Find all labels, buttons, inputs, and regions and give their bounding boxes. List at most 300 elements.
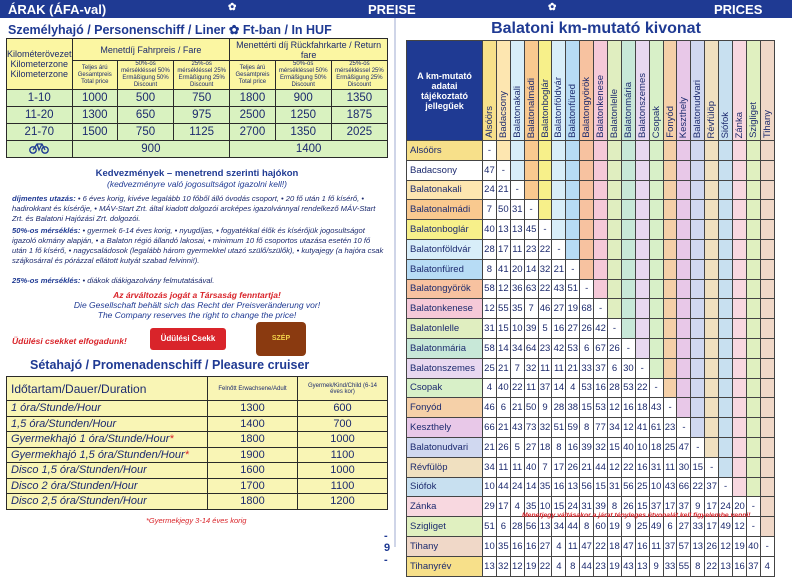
km-distance-cell	[621, 160, 635, 180]
km-distance-cell	[691, 200, 705, 220]
km-distance-cell	[524, 141, 538, 161]
km-distance-cell: 46	[483, 398, 497, 418]
km-distance-cell: 13	[635, 556, 649, 576]
price-cell: 1350	[275, 124, 331, 141]
km-distance-cell: 32	[594, 437, 608, 457]
port-name-vertical: Balatonboglár	[539, 79, 551, 138]
km-distance-cell	[552, 180, 566, 200]
km-distance-cell: 14	[496, 338, 510, 358]
km-distance-cell: 35	[538, 477, 552, 497]
km-distance-cell	[719, 160, 733, 180]
km-distance-cell	[677, 141, 691, 161]
km-column-header	[483, 41, 497, 141]
header-right: PRICES	[714, 2, 763, 17]
free-text: • 6 éves korig, kivéve legalább 10 főből álló óvodás csoport, • 20 fő után 1 fő kísérő, • hadirokkant és kísérője, • MÁV-Start Zrt. által kiadott dolgozói arcképes igazolvánnyal rendelkező MÁV-Start Zrt. és Balatoni Hajózási Zrt. dolgozói.	[12, 194, 376, 223]
km-distance-cell	[719, 279, 733, 299]
km-distance-cell: 4	[510, 497, 524, 517]
km-distance-cell	[677, 200, 691, 220]
km-distance-cell	[621, 200, 635, 220]
km-distance-cell	[566, 220, 580, 240]
port-name: Révfülöp	[407, 457, 483, 477]
port-name-vertical: Balatonalmádi	[525, 77, 537, 138]
km-column-header	[552, 41, 566, 141]
km-distance-table	[406, 40, 775, 577]
km-column-header	[608, 41, 622, 141]
km-column-header	[566, 41, 580, 141]
km-distance-cell: 18	[608, 536, 622, 556]
km-distance-cell	[552, 141, 566, 161]
port-name-vertical: Fonyód	[664, 106, 676, 138]
km-distance-cell	[691, 239, 705, 259]
adult-price: 1600	[208, 463, 298, 479]
price-cell: 900	[275, 90, 331, 107]
fare-header: Menetdíj Fahrpreis / Fare	[72, 39, 230, 61]
km-distance-cell	[552, 220, 566, 240]
km-distance-cell	[705, 239, 719, 259]
km-distance-cell: 22	[621, 457, 635, 477]
km-distance-cell: 39	[594, 497, 608, 517]
km-distance-cell	[760, 358, 774, 378]
km-row	[407, 180, 775, 200]
port-name-vertical: Zánka	[733, 111, 745, 138]
km-distance-cell: 25	[483, 358, 497, 378]
km-column-header	[691, 41, 705, 141]
left-page	[0, 18, 394, 566]
km-distance-cell	[566, 200, 580, 220]
km-distance-cell	[663, 180, 677, 200]
km-distance-cell: 37	[538, 378, 552, 398]
port-name: Balatonszemes	[407, 358, 483, 378]
km-distance-cell	[733, 457, 747, 477]
price-cell: 1800	[230, 90, 275, 107]
discount-fifty	[12, 226, 384, 266]
km-distance-cell	[594, 141, 608, 161]
km-distance-cell	[746, 418, 760, 438]
km-distance-cell	[760, 378, 774, 398]
km-column-header	[621, 41, 635, 141]
right-page	[396, 18, 792, 572]
km-row	[407, 517, 775, 537]
port-name: Balatonudvari	[407, 437, 483, 457]
price-cell: 650	[117, 107, 173, 124]
km-distance-cell: 9	[621, 517, 635, 537]
km-distance-cell: 23	[663, 418, 677, 438]
price-cell: 975	[174, 107, 230, 124]
port-name: Zánka	[407, 497, 483, 517]
km-distance-cell	[635, 338, 649, 358]
km-distance-cell: 21	[510, 398, 524, 418]
km-distance-cell: 8	[483, 259, 497, 279]
km-distance-cell	[580, 200, 594, 220]
km-column-header	[496, 41, 510, 141]
km-distance-cell: 49	[649, 517, 663, 537]
child-price: 600	[298, 401, 388, 417]
km-distance-cell	[733, 220, 747, 240]
km-distance-cell	[746, 220, 760, 240]
asterisk: *	[169, 433, 174, 446]
km-note: Menetjegy váltásakor a járat tényleges útvonalát kell figyelembe venni!	[522, 512, 751, 519]
km-distance-cell: 19	[733, 536, 747, 556]
km-distance-cell	[691, 398, 705, 418]
km-distance-cell: -	[566, 259, 580, 279]
km-distance-cell	[733, 279, 747, 299]
km-distance-cell: -	[552, 239, 566, 259]
km-column-header	[635, 41, 649, 141]
km-distance-cell: 16	[524, 536, 538, 556]
km-distance-cell: 12	[608, 398, 622, 418]
km-distance-cell: 40	[621, 437, 635, 457]
km-distance-cell: 22	[691, 477, 705, 497]
km-distance-cell: 21	[552, 259, 566, 279]
km-distance-cell	[760, 239, 774, 259]
km-distance-cell: 21	[566, 358, 580, 378]
km-distance-cell	[719, 398, 733, 418]
adult-price: 1800	[208, 432, 298, 448]
table-row	[7, 124, 388, 141]
km-distance-cell: 9	[691, 497, 705, 517]
km-distance-cell: 17	[552, 457, 566, 477]
adult-price: 1900	[208, 447, 298, 463]
km-distance-cell: 41	[635, 418, 649, 438]
km-distance-cell	[691, 220, 705, 240]
km-distance-cell	[746, 259, 760, 279]
km-distance-cell	[705, 141, 719, 161]
km-distance-cell	[594, 279, 608, 299]
km-distance-cell: 53	[621, 378, 635, 398]
km-distance-cell: 16	[510, 536, 524, 556]
km-distance-cell: 6	[496, 517, 510, 537]
adult-price: 1300	[208, 401, 298, 417]
voucher-note: Üdülési csekket elfogadunk!	[12, 336, 127, 346]
adult-price: 1700	[208, 478, 298, 494]
km-column-header	[705, 41, 719, 141]
km-distance-cell	[635, 200, 649, 220]
km-distance-cell	[691, 180, 705, 200]
km-distance-cell: 73	[524, 418, 538, 438]
km-distance-cell: 50	[524, 398, 538, 418]
km-distance-cell	[635, 319, 649, 339]
km-distance-cell	[608, 279, 622, 299]
km-distance-cell: 32	[496, 556, 510, 576]
km-distance-cell: 17	[705, 517, 719, 537]
km-distance-cell: 10	[538, 497, 552, 517]
km-distance-cell	[649, 200, 663, 220]
km-distance-cell	[649, 220, 663, 240]
table-row	[7, 107, 388, 124]
km-distance-cell: 22	[635, 378, 649, 398]
km-distance-cell: 26	[566, 457, 580, 477]
km-distance-cell: 43	[663, 477, 677, 497]
km-distance-cell: 16	[566, 437, 580, 457]
km-distance-cell	[760, 319, 774, 339]
table-row	[7, 478, 388, 494]
km-distance-cell: 7	[538, 457, 552, 477]
km-distance-cell	[594, 180, 608, 200]
km-distance-cell: 32	[538, 418, 552, 438]
km-distance-cell	[691, 319, 705, 339]
km-distance-cell: -	[677, 418, 691, 438]
port-name-vertical: Alsóörs	[483, 106, 495, 138]
km-distance-cell	[733, 418, 747, 438]
km-row	[407, 437, 775, 457]
km-column-header	[538, 41, 552, 141]
km-distance-cell: 67	[594, 338, 608, 358]
km-distance-cell: 26	[580, 319, 594, 339]
km-distance-cell: 10	[483, 536, 497, 556]
km-distance-cell	[677, 338, 691, 358]
child-price: 700	[298, 416, 388, 432]
km-distance-cell: 23	[524, 239, 538, 259]
km-distance-cell: -	[483, 141, 497, 161]
km-distance-cell	[580, 220, 594, 240]
port-name-vertical: Balatonfüred	[567, 84, 579, 138]
km-distance-cell: 11	[649, 536, 663, 556]
port-name: Balatonmária	[407, 338, 483, 358]
km-distance-cell: 43	[621, 556, 635, 576]
km-distance-cell: 19	[608, 517, 622, 537]
km-distance-cell	[621, 239, 635, 259]
km-distance-cell: 15	[552, 497, 566, 517]
km-distance-cell: -	[621, 338, 635, 358]
km-distance-cell	[733, 358, 747, 378]
szep-card-logo: SZÉP	[256, 322, 306, 356]
km-distance-cell	[594, 239, 608, 259]
port-name-vertical: Balatonudvari	[692, 79, 704, 138]
km-distance-cell: 8	[552, 437, 566, 457]
km-distance-cell: 11	[538, 358, 552, 378]
pleasure-title: Sétahajó / Promenadenschiff / Pleasure cruiser	[30, 358, 310, 372]
km-distance-cell	[566, 180, 580, 200]
km-distance-cell	[621, 279, 635, 299]
km-distance-cell	[705, 378, 719, 398]
km-distance-cell: 64	[524, 338, 538, 358]
km-distance-cell	[733, 437, 747, 457]
km-distance-cell: 4	[483, 378, 497, 398]
km-distance-cell	[663, 358, 677, 378]
km-distance-cell: 6	[496, 398, 510, 418]
port-name: Balatonföldvár	[407, 239, 483, 259]
km-distance-cell	[705, 319, 719, 339]
km-distance-cell: -	[649, 378, 663, 398]
km-distance-cell: 31	[483, 319, 497, 339]
km-distance-cell: 22	[538, 239, 552, 259]
km-distance-cell: 57	[677, 536, 691, 556]
port-name-vertical: Badacsony	[497, 90, 509, 138]
km-distance-cell: 36	[510, 279, 524, 299]
km-distance-cell	[608, 180, 622, 200]
km-distance-cell: 7	[524, 299, 538, 319]
port-name-vertical: Keszthely	[678, 96, 690, 138]
port-name: Balatonalmádi	[407, 200, 483, 220]
km-distance-cell: -	[635, 358, 649, 378]
km-distance-cell: 40	[746, 536, 760, 556]
duration-label: Disco 2 óra/Stunden/Hour	[11, 479, 138, 492]
km-distance-cell	[719, 259, 733, 279]
fifty-text: • gyermek 6-14 éves korig, • nyugdíjas, • fogyatékkal élők és kísérőjük jogosultságot igazoló okmány alapján, • a Balaton régió állandó lakosai, • minimum 10 fő csoportos utazása esetén 10 fő után 1 fő kísérő, • nagycsaládosok (legalább három gyermekkel utazó szülő/szülők), • kutyajegy (a hajóra csak szájkosárral és pórázzal ellátott kutyát szabad felvinni!).	[12, 226, 384, 265]
km-distance-cell	[635, 180, 649, 200]
km-distance-cell: 37	[663, 536, 677, 556]
port-name-vertical: Csopak	[650, 105, 662, 138]
km-distance-cell: 16	[733, 556, 747, 576]
km-distance-cell	[621, 259, 635, 279]
km-distance-cell: 42	[552, 338, 566, 358]
return-header: Menettérti díj Rückfahrkarte / Return fare	[230, 39, 388, 61]
km-distance-cell: 11	[510, 239, 524, 259]
price-cell: 1875	[331, 107, 387, 124]
km-distance-cell: 39	[524, 319, 538, 339]
price-cell: 1500	[72, 124, 117, 141]
km-distance-cell	[635, 239, 649, 259]
km-distance-cell: 15	[691, 457, 705, 477]
km-row	[407, 239, 775, 259]
km-distance-cell	[635, 299, 649, 319]
km-distance-cell	[677, 259, 691, 279]
price-cell: 1125	[174, 124, 230, 141]
km-distance-cell	[649, 338, 663, 358]
km-column-header	[510, 41, 524, 141]
km-distance-cell: 50	[496, 200, 510, 220]
km-distance-cell: 43	[649, 398, 663, 418]
km-distance-cell	[538, 160, 552, 180]
km-distance-cell: 31	[649, 457, 663, 477]
port-name: Tihany	[407, 536, 483, 556]
km-distance-cell	[719, 200, 733, 220]
duration-label: 1 óra/Stunde/Hour	[11, 402, 101, 415]
flower-icon: ✿	[548, 2, 557, 13]
child-price: 1100	[298, 447, 388, 463]
liner-title: Személyhajó / Personenschiff / Liner ✿ Ft-ban / In HUF	[8, 23, 332, 37]
reserve-hu: Az árváltozás jogát a Társaság fenntartja!	[113, 290, 281, 300]
km-distance-cell	[663, 259, 677, 279]
km-distance-cell: 12	[608, 457, 622, 477]
km-distance-cell: 44	[580, 556, 594, 576]
km-distance-cell: 53	[594, 398, 608, 418]
km-distance-cell: 35	[496, 536, 510, 556]
km-distance-cell	[635, 279, 649, 299]
port-name-vertical: Balatongyörök	[581, 77, 593, 138]
km-distance-cell	[691, 358, 705, 378]
twentyfive-text: • diákok diákigazolvány felmutatásával.	[82, 276, 215, 285]
km-distance-cell	[691, 279, 705, 299]
km-distance-cell	[608, 239, 622, 259]
km-column-header	[733, 41, 747, 141]
km-distance-cell	[594, 220, 608, 240]
km-distance-cell	[705, 259, 719, 279]
km-distance-cell: 31	[510, 200, 524, 220]
km-distance-cell: 60	[594, 517, 608, 537]
km-distance-cell: 16	[552, 477, 566, 497]
km-distance-cell	[746, 239, 760, 259]
km-distance-cell	[552, 160, 566, 180]
km-distance-cell	[733, 200, 747, 220]
km-distance-cell: 10	[649, 477, 663, 497]
km-distance-cell	[663, 239, 677, 259]
km-distance-cell: 11	[663, 457, 677, 477]
port-name: Tihanyrév	[407, 556, 483, 576]
km-distance-cell	[635, 259, 649, 279]
reserve-en: The Company reserves the right to change the price!	[97, 310, 297, 320]
km-distance-cell	[594, 200, 608, 220]
km-distance-cell: 23	[538, 338, 552, 358]
km-row	[407, 477, 775, 497]
km-distance-cell: 32	[538, 259, 552, 279]
km-distance-cell	[733, 180, 747, 200]
km-distance-cell: 12	[510, 556, 524, 576]
km-distance-cell	[746, 141, 760, 161]
zone-cell: 1-10	[7, 90, 73, 107]
km-distance-cell: 28	[510, 517, 524, 537]
km-distance-cell: 14	[552, 378, 566, 398]
km-distance-cell	[746, 358, 760, 378]
km-distance-cell: 47	[580, 536, 594, 556]
port-name-vertical: Balatonszemes	[636, 73, 648, 138]
km-distance-cell	[691, 141, 705, 161]
km-distance-cell	[663, 160, 677, 180]
km-distance-cell: -	[663, 398, 677, 418]
km-distance-cell	[566, 160, 580, 180]
km-distance-cell: 31	[580, 497, 594, 517]
km-distance-cell: 22	[594, 536, 608, 556]
km-distance-cell	[649, 160, 663, 180]
km-distance-cell: 34	[552, 517, 566, 537]
km-distance-cell	[760, 398, 774, 418]
km-distance-cell: 18	[538, 437, 552, 457]
adult-header: Felnőtt Erwachsene/Adult	[208, 377, 298, 401]
port-name-vertical: Szigliget	[747, 102, 759, 138]
km-distance-cell: 38	[566, 398, 580, 418]
km-distance-cell	[746, 477, 760, 497]
km-distance-cell	[594, 160, 608, 180]
km-distance-cell: 30	[621, 358, 635, 378]
km-distance-cell	[733, 477, 747, 497]
km-distance-cell: -	[746, 497, 760, 517]
km-distance-cell	[705, 299, 719, 319]
table-row	[7, 447, 388, 463]
km-distance-cell	[594, 259, 608, 279]
km-distance-cell: 27	[538, 536, 552, 556]
km-row	[407, 259, 775, 279]
km-distance-cell: 24	[719, 497, 733, 517]
km-distance-cell: 19	[524, 556, 538, 576]
km-distance-cell	[760, 259, 774, 279]
km-distance-cell	[649, 299, 663, 319]
km-distance-cell: 14	[524, 477, 538, 497]
km-distance-cell: 11	[510, 457, 524, 477]
km-distance-cell: -	[746, 517, 760, 537]
km-distance-cell: -	[594, 299, 608, 319]
km-distance-cell	[760, 418, 774, 438]
km-distance-cell: 8	[608, 497, 622, 517]
table-row	[7, 494, 388, 510]
km-distance-cell	[733, 160, 747, 180]
km-distance-cell: 28	[552, 398, 566, 418]
km-distance-cell: 22	[538, 556, 552, 576]
km-distance-cell: 13	[483, 556, 497, 576]
km-distance-cell: 25	[635, 517, 649, 537]
km-distance-cell	[760, 517, 774, 537]
km-distance-cell: -	[524, 200, 538, 220]
km-distance-cell: 26	[621, 497, 635, 517]
km-column-header	[524, 41, 538, 141]
km-distance-cell: 27	[566, 319, 580, 339]
km-distance-cell: 14	[524, 259, 538, 279]
km-distance-cell: 15	[608, 437, 622, 457]
km-distance-cell	[746, 299, 760, 319]
km-distance-cell: 56	[621, 477, 635, 497]
flower-icon: ✿	[228, 2, 237, 13]
port-name-vertical: Balatonföldvár	[553, 77, 565, 138]
km-distance-cell	[663, 279, 677, 299]
